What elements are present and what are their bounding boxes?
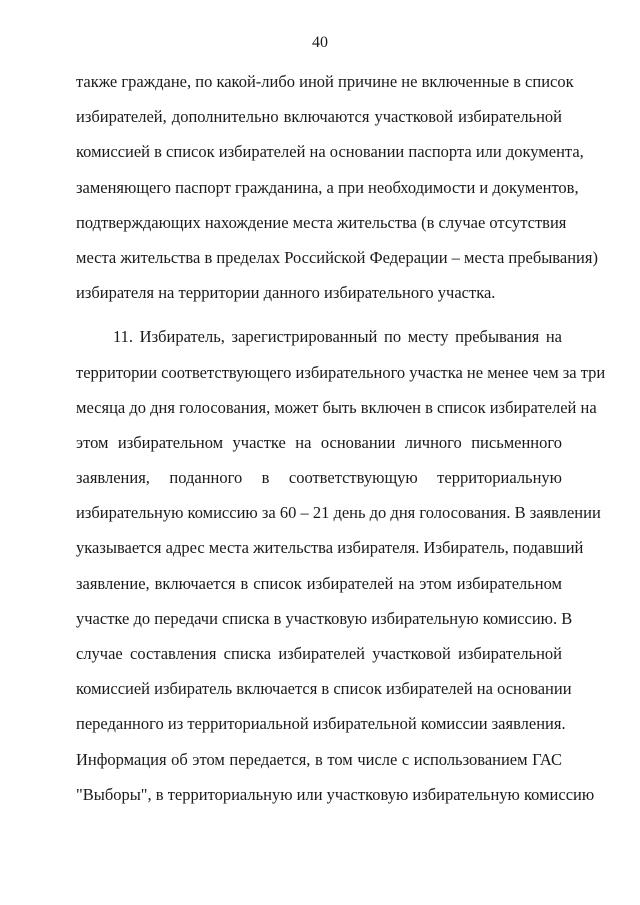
document-body xyxy=(76,64,606,812)
text-line: Информация об этом передается, в том числе с использованием ГАС xyxy=(76,749,562,769)
paragraph-2 xyxy=(76,319,606,812)
text-line: указывается адрес места жительства избирателя. Избиратель, подавший xyxy=(76,538,584,558)
text-line: участке до передачи списка в участковую избирательную комиссию. В xyxy=(76,608,573,628)
text-line: подтверждающих нахождение места жительства (в случае отсутствия xyxy=(76,212,567,232)
text-line: заменяющего паспорт гражданина, а при необходимости и документов, xyxy=(76,177,579,197)
text-line: избирателей, дополнительно включаются участковой избирательной xyxy=(76,107,562,127)
paragraph-spacer xyxy=(76,310,562,319)
text-line: этом избирательном участке на основании личного письменного xyxy=(76,432,562,452)
text-line: места жительства в пределах Российской Федерации – места пребывания) xyxy=(76,247,598,267)
text-line: "Выборы", в территориальную или участковую избирательную комиссию xyxy=(76,784,595,804)
text-line: комиссией в список избирателей на основании паспорта или документа, xyxy=(76,142,584,162)
text-line: заявление, включается в список избирателей на этом избирательном xyxy=(76,573,562,593)
text-line: избирателя на территории данного избирательного участка. xyxy=(76,283,496,303)
text-line: комиссией избиратель включается в список избирателей на основании xyxy=(76,679,572,699)
text-line: месяца до дня голосования, может быть включен в список избирателей на xyxy=(76,397,597,417)
text-line: территории соответствующего избирательного участка не менее чем за три xyxy=(76,362,606,382)
page-number: 40 xyxy=(312,34,328,51)
text-line: случае составления списка избирателей участковой избирательной xyxy=(76,644,562,663)
text-line: также граждане, по какой-либо иной причине не включенные в список xyxy=(76,72,574,91)
text-line: заявления, поданного в соответствующую территориальную xyxy=(76,468,562,488)
paragraph-1 xyxy=(76,64,598,310)
text-line: переданного из территориальной избирательной комиссии заявления. xyxy=(76,714,566,734)
text-line: 11. Избиратель, зарегистрированный по месту пребывания на xyxy=(113,327,562,347)
text-line: избирательную комиссию за 60 – 21 день до дня голосования. В заявлении xyxy=(76,503,601,523)
